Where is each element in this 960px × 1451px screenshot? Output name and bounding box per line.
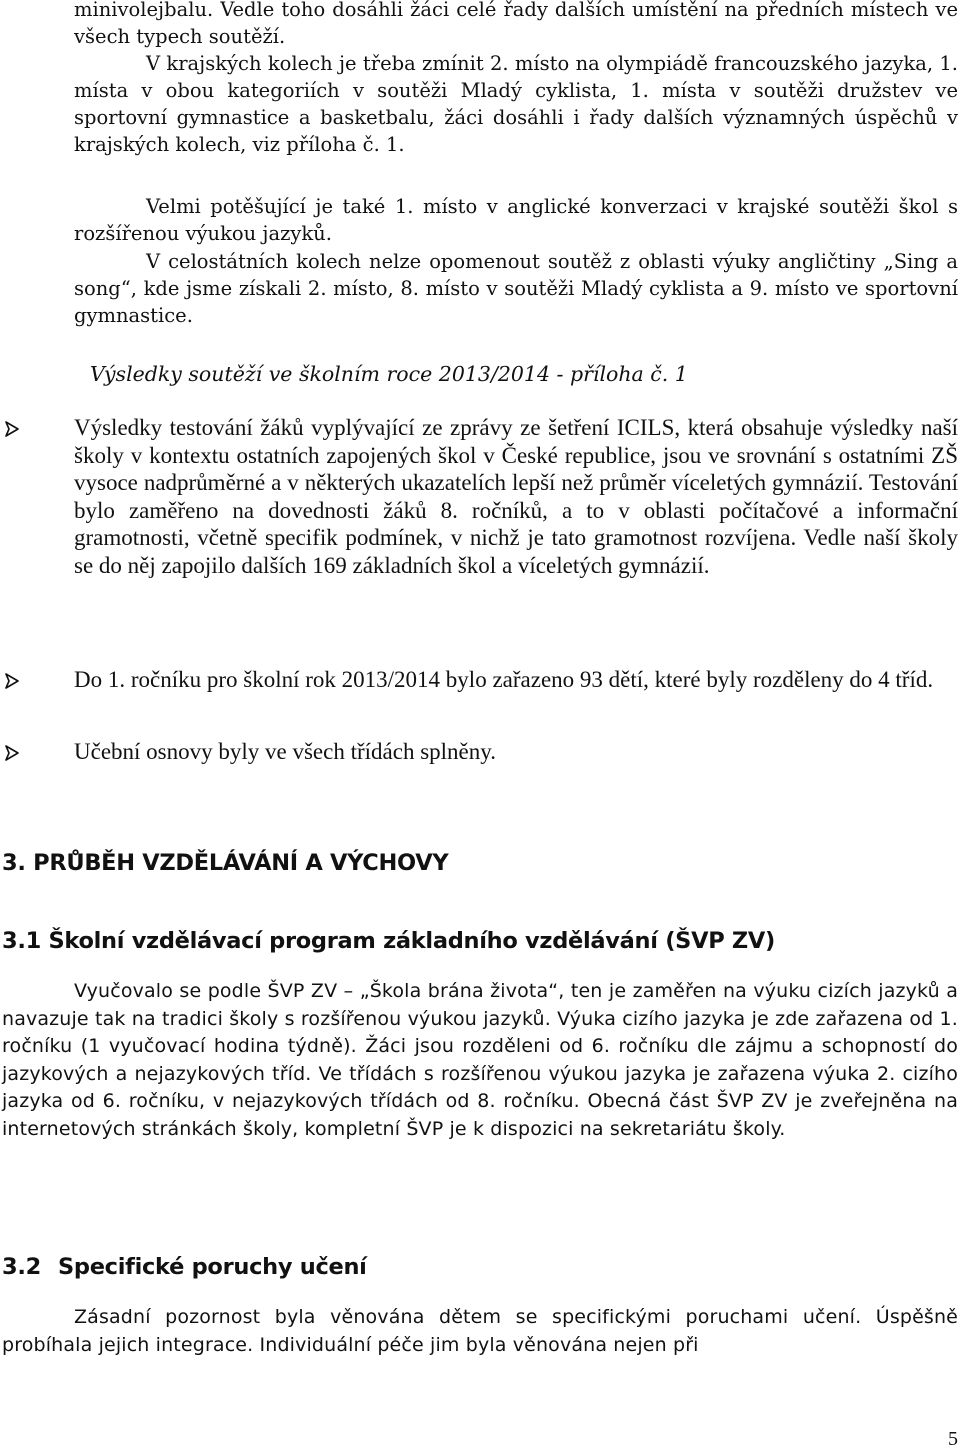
results-appendix-note: Výsledky soutěží ve školním roce 2013/2014 - příloha č. 1 (90, 362, 688, 386)
paragraph-english-conversation: Velmi potěšující je také 1. místo v anglické konverzaci v krajské soutěži škol s rozšířenou výukou jazyků. (74, 195, 958, 245)
paragraph-national-rounds: V celostátních kolech nelze opomenout soutěž z oblasti výuky angličtiny „Sing a song“, kde jsme získali 2. místo, 8. místo v soutěži Mladý cyklista a 9. místo ve sportovní gymnastice. (74, 250, 958, 327)
section-heading-3-2 (2, 1252, 367, 1282)
list-item-text: Do 1. ročníku pro školní rok 2013/2014 bylo zařazeno 93 dětí, které byly rozděleny do 4 tříd. (74, 667, 934, 692)
paragraph-regional-rounds: V krajských kolech je třeba zmínit 2. místo na olympiádě francouzského jazyka, 1. místa v obou kategoriích v soutěži Mladý cyklista, 1. místa v soutěži družstev ve sportovní gymnastice a basketbalu, žáci dosáhli i řady dalších významných úspěchů v krajských kolech, viz příloha č. 1. (74, 52, 958, 156)
list-item-text: Výsledky testování žáků vyplývající ze zprávy ze šetření ICILS, která obsahuje výsledky naší školy v kontextu ostatních zapojených škol v České republice, jsou ve srovnání s ostatními ZŠ vysoce nadprůměrné a v některých ukazatelích lepší než průměr víceletých gymnázií. Testování bylo zaměřeno na dovednosti žáků 8. ročníků, a to v oblasti počítačové a informační gramotnosti, včetně specifik podmínek, v nichž je tato gramotnost rozvíjena. Vedle naší školy se do něj zapojilo dalších 169 základních škol a víceletých gymnázií. (74, 415, 958, 578)
list-item-text: Učební osnovy byly ve všech třídách splněny. (74, 739, 496, 764)
arrow-bullet-icon (4, 673, 20, 689)
paragraph-svp-zv: Vyučovalo se podle ŠVP ZV – „Škola brána života“, ten je zaměřen na výuku cizích jazyků a navazuje tak na tradici školy s rozšířenou výukou jazyků. Výuka cizího jazyka je zde zařazena od 1. ročníku (1 vyučovací hodina týdně). Žáci jsou rozděleni od 6. ročníku dle zájmu a schopností do jazykových a nejazykových tříd. Ve třídách s rozšířenou výukou jazyka je zařazena výuka 2. cizího jazyka od 6. ročníku, v nejazykových třídách od 8. ročníku. Obecná část ŠVP ZV je zveřejněna na internetových stránkách školy, kompletní ŠVP je k dispozici na sekretariátu školy. (2, 980, 958, 1140)
paragraph-competitions-intro: minivolejbalu. Vedle toho dosáhli žáci celé řady dalších umístění na předních místech ve všech typech soutěží. (74, 0, 958, 48)
arrow-bullet-icon (4, 745, 20, 761)
section-heading-3: 3. PRŮBĚH VZDĚLÁVÁNÍ A VÝCHOVY (2, 850, 449, 876)
section-title: Specifické poruchy učení (58, 1254, 367, 1280)
section-number: 3.2 (2, 1254, 41, 1280)
section-heading-3-1: 3.1 Školní vzdělávací program základního vzdělávání (ŠVP ZV) (2, 928, 776, 954)
page-number: 5 (948, 1428, 958, 1450)
paragraph-learning-disorders: Zásadní pozornost byla věnována dětem se specifickými poruchami učení. Úspěšně probíhala jejich integrace. Individuální péče jim byla věnována nejen při (2, 1306, 958, 1356)
arrow-bullet-icon (4, 421, 20, 437)
